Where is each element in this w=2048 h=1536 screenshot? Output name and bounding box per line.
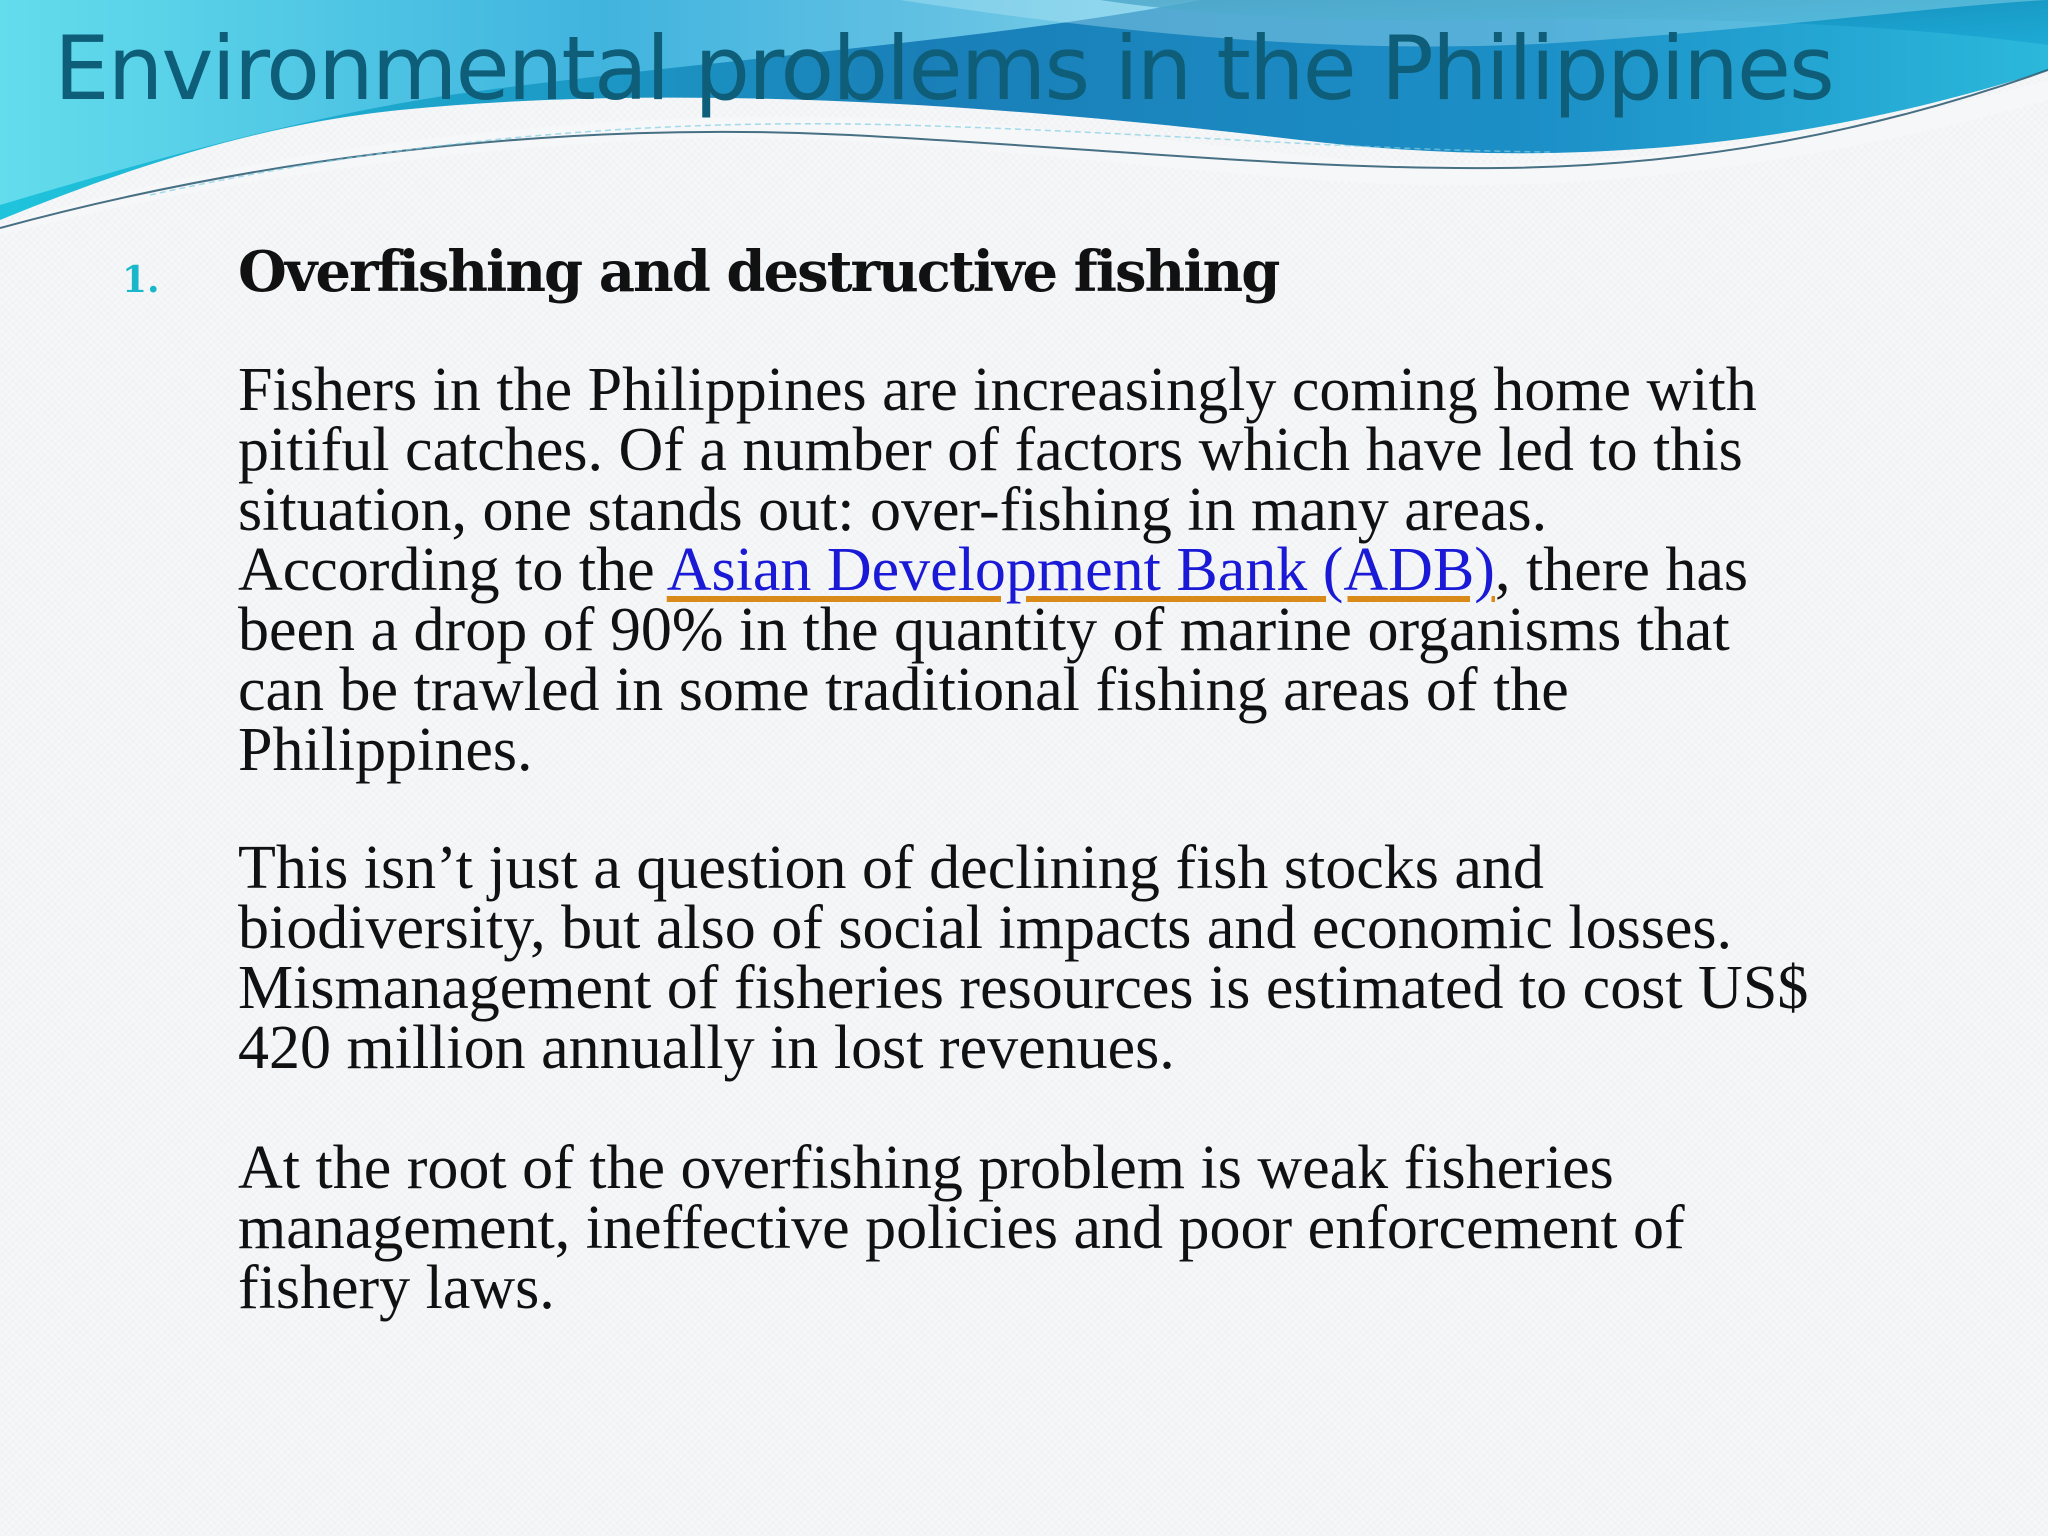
paragraph-2 [238, 834, 1938, 1082]
paragraph-1-line-6: can be trawled in some traditional fishing areas of the [238, 656, 1569, 724]
paragraph-2-line-3: Mismanagement of fisheries resources is estimated to cost US$ [238, 954, 1809, 1022]
paragraph-2-line-1: This isn’t just a question of declining fish stocks and [238, 834, 1544, 902]
paragraph-1-line-1: Fishers in the Philippines are increasingly coming home with [238, 356, 1757, 424]
slide-title: Environmental problems in the Philippines [54, 17, 1833, 120]
paragraph-1-line-3: situation, one stands out: over-fishing in many areas. [238, 476, 1548, 544]
paragraph-1-line-2: pitiful catches. Of a number of factors which have led to this [238, 416, 1743, 484]
paragraph-3-line-1: At the root of the overfishing problem is weak fisheries [238, 1134, 1614, 1202]
paragraph-3-line-2: management, ineffective policies and poor enforcement of [238, 1194, 1685, 1262]
paragraph-2-line-4: 420 million annually in lost revenues. [238, 1014, 1175, 1082]
paragraph-3 [238, 1134, 1938, 1322]
paragraph-1 [238, 356, 1938, 784]
paragraph-1-line-5: been a drop of 90% in the quantity of marine organisms that [238, 596, 1730, 664]
adb-link[interactable]: Asian Development Bank (ADB) [666, 536, 1495, 604]
paragraph-1-line-7: Philippines. [238, 716, 533, 784]
section-heading: Overfishing and destructive fishing [238, 239, 1279, 305]
line-4-suffix: , there has [1494, 536, 1749, 604]
paragraph-1-line-4 [238, 536, 1938, 604]
paragraph-2-line-2: biodiversity, but also of social impacts and economic losses. [238, 894, 1733, 962]
line-4-prefix: According to the [238, 536, 667, 604]
paragraph-3-line-3: fishery laws. [238, 1254, 555, 1322]
list-number: 1. [122, 259, 160, 301]
